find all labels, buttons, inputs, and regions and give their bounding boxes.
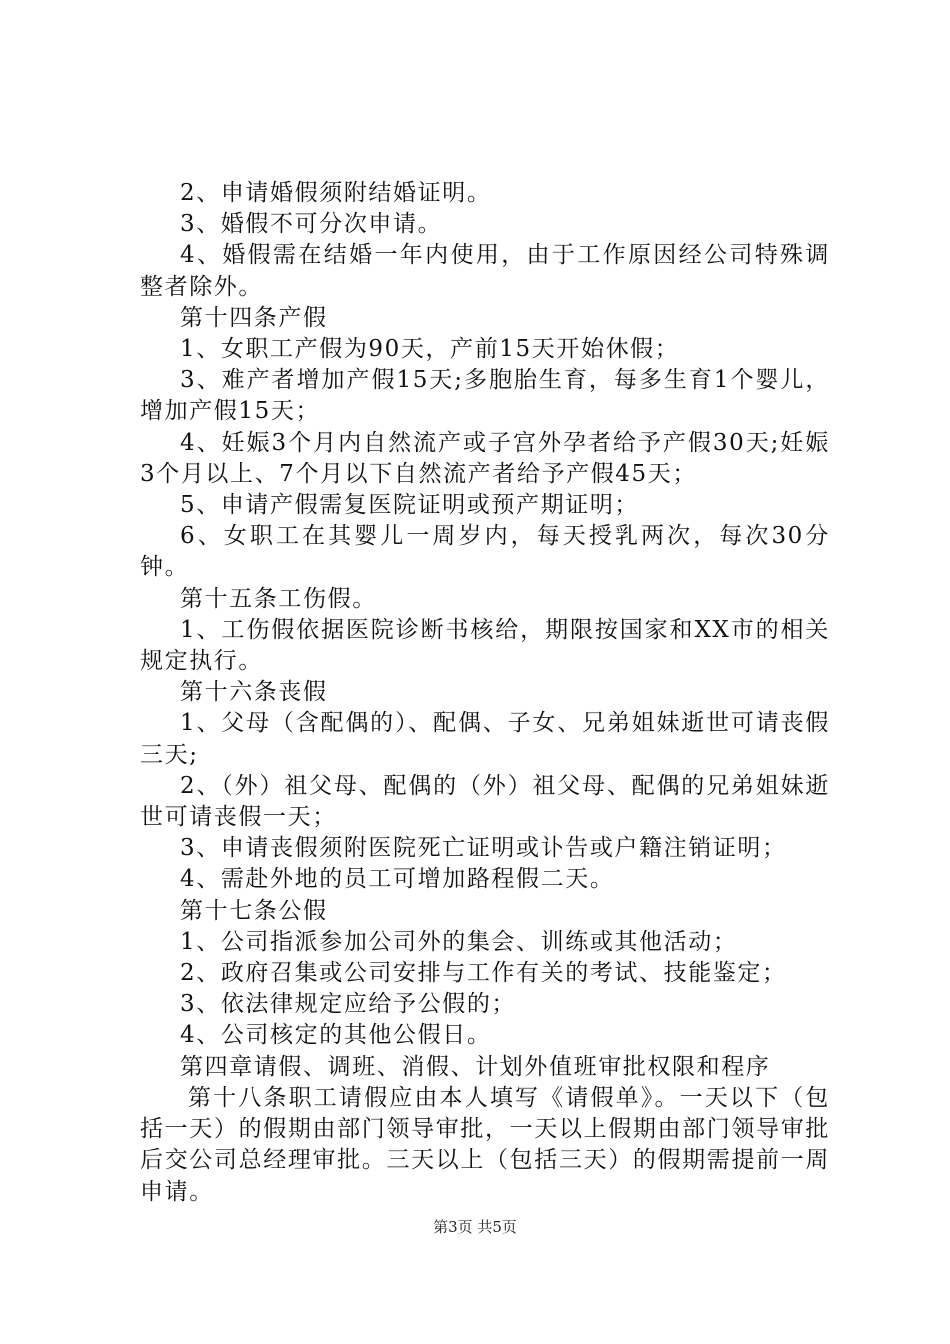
paragraph: 4、需赴外地的员工可增加路程假二天。 bbox=[180, 866, 615, 893]
paragraph: 1、公司指派参加公司外的集会、训练或其他活动； bbox=[180, 928, 738, 955]
section-heading: 第十四条产假 bbox=[180, 304, 328, 331]
paragraph: 第十八条职工请假应由本人填写《请假单》。一天以下（包括一天）的假期由部门领导审批，一天以上假期由部门领导审批后交公司总经理审批。三天以上（包括三天）的假期需提前一周申请。 bbox=[140, 1084, 830, 1205]
paragraph: 3、难产者增加产假15天;多胞胎生育，每多生育1个婴儿，增加产假15天； bbox=[140, 367, 830, 425]
paragraph: 5、申请产假需复医院证明或预产期证明； bbox=[180, 492, 640, 519]
paragraph: 4、妊娠3个月内自然流产或子宫外孕者给予产假30天;妊娠3个月以上、7个月以下自然流产者给予产假45天； bbox=[140, 429, 830, 487]
page-footer: 第3页 共5页 bbox=[433, 1218, 517, 1236]
section-heading: 第十七条公假 bbox=[180, 897, 328, 924]
paragraph: 1、工伤假依据医院诊断书核给，期限按国家和XX市的相关规定执行。 bbox=[140, 616, 830, 675]
section-heading: 第十五条工伤假。 bbox=[180, 585, 377, 612]
document-body bbox=[140, 178, 830, 1208]
paragraph: 4、婚假需在结婚一年内使用，由于工作原因经公司特殊调整者除外。 bbox=[140, 242, 830, 300]
paragraph: 2、政府召集或公司安排与工作有关的考试、技能鉴定； bbox=[180, 960, 787, 987]
section-heading: 第十六条丧假 bbox=[180, 679, 328, 706]
paragraph: 3、申请丧假须附医院死亡证明或讣告或户籍注销证明； bbox=[180, 835, 787, 862]
paragraph: 1、父母（含配偶的）、配偶、子女、兄弟姐妹逝世可请丧假三天; bbox=[140, 710, 830, 768]
paragraph: 2、（外）祖父母、配偶的（外）祖父母、配偶的兄弟姐妹逝世可请丧假一天； bbox=[140, 772, 830, 831]
paragraph: 3、婚假不可分次申请。 bbox=[180, 211, 443, 238]
chapter-heading: 第四章请假、调班、消假、计划外值班审批权限和程序 bbox=[180, 1053, 771, 1080]
paragraph: 2、申请婚假须附结婚证明。 bbox=[180, 180, 492, 206]
paragraph: 3、依法律规定应给予公假的； bbox=[180, 991, 517, 1018]
paragraph: 6、女职工在其婴儿一周岁内，每天授乳两次，每次30分钟。 bbox=[140, 523, 830, 581]
paragraph: 1、女职工产假为90天，产前15天开始休假； bbox=[180, 336, 680, 363]
paragraph: 4、公司核定的其他公假日。 bbox=[180, 1022, 492, 1049]
